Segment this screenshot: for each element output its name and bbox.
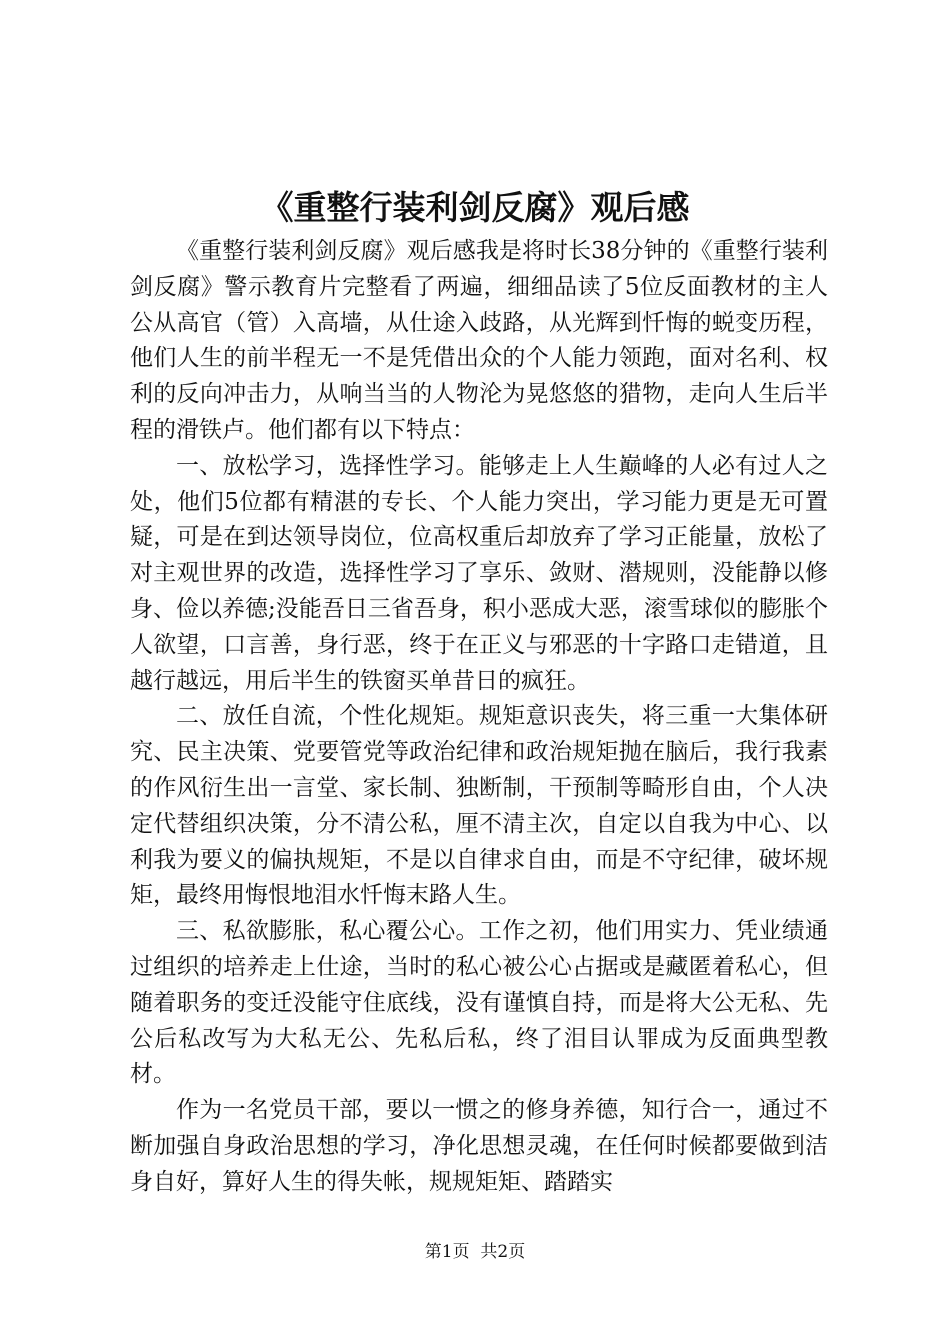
document-title: 《重整行装利剑反腐》观后感 — [260, 188, 690, 227]
paragraph-intro: 《重整行装利剑反腐》观后感我是将时长38分钟的《重整行装利剑反腐》警示教育片完整看了两遍，细细品读了5位反面教材的主人公从高官（管）入高墙，从仕途入歧路，从光辉到忏悔的蜕变历程，他们人生的前半程无一不是凭借出众的个人能力领跑，面对名利、权利的反向冲击力，从响当当的人物沦为晃悠悠的猎物，走向人生后半程的滑铁卢。他们都有以下特点： — [130, 238, 828, 443]
paragraph-point-one: 一、放松学习，选择性学习。能够走上人生巅峰的人必有过人之处，他们5位都有精湛的专长、个人能力突出，学习能力更是无可置疑，可是在到达领导岗位，位高权重后却放弃了学习正能量，放松了对主观世界的改造，选择性学习了享乐、敛财、潜规则，没能静以修身、俭以养德;没能吾日三省吾身，积小恶成大恶，滚雪球似的膨胀个人欲望，口言善，身行恶，终于在正义与邪恶的十字路口走错道，且越行越远，用后半生的铁窗买单昔日的疯狂。 — [130, 452, 828, 694]
paragraph-point-three: 三、私欲膨胀，私心覆公心。工作之初，他们用实力、凭业绩通过组织的培养走上仕途，当时的私心被公心占据或是藏匿着私心，但随着职务的变迁没能守住底线，没有谨慎自持，而是将大公无私、先公后私改写为大私无公、先私后私，终了泪目认罪成为反面典型教材。 — [130, 918, 828, 1088]
page-footer — [0, 1241, 950, 1263]
paragraph-point-two: 二、放任自流，个性化规矩。规矩意识丧失，将三重一大集体研究、民主决策、党要管党等政治纪律和政治规矩抛在脑后，我行我素的作风衍生出一言堂、家长制、独断制，干预制等畸形自由，个人决定代替组织决策，分不清公私，厘不清主次，自定以自我为中心、以利我为要义的偏执规矩，不是以自律求自由，而是不守纪律，破坏规矩，最终用悔恨地泪水忏悔末路人生。 — [130, 703, 828, 909]
paragraph-conclusion: 作为一名党员干部，要以一惯之的修身养德，知行合一，通过不断加强自身政治思想的学习，净化思想灵魂，在任何时候都要做到洁身自好，算好人生的得失帐，规规矩矩、踏踏实 — [130, 1097, 828, 1195]
page-number-label: 第1页 共2页 — [424, 1242, 526, 1262]
document-body — [130, 234, 828, 1201]
